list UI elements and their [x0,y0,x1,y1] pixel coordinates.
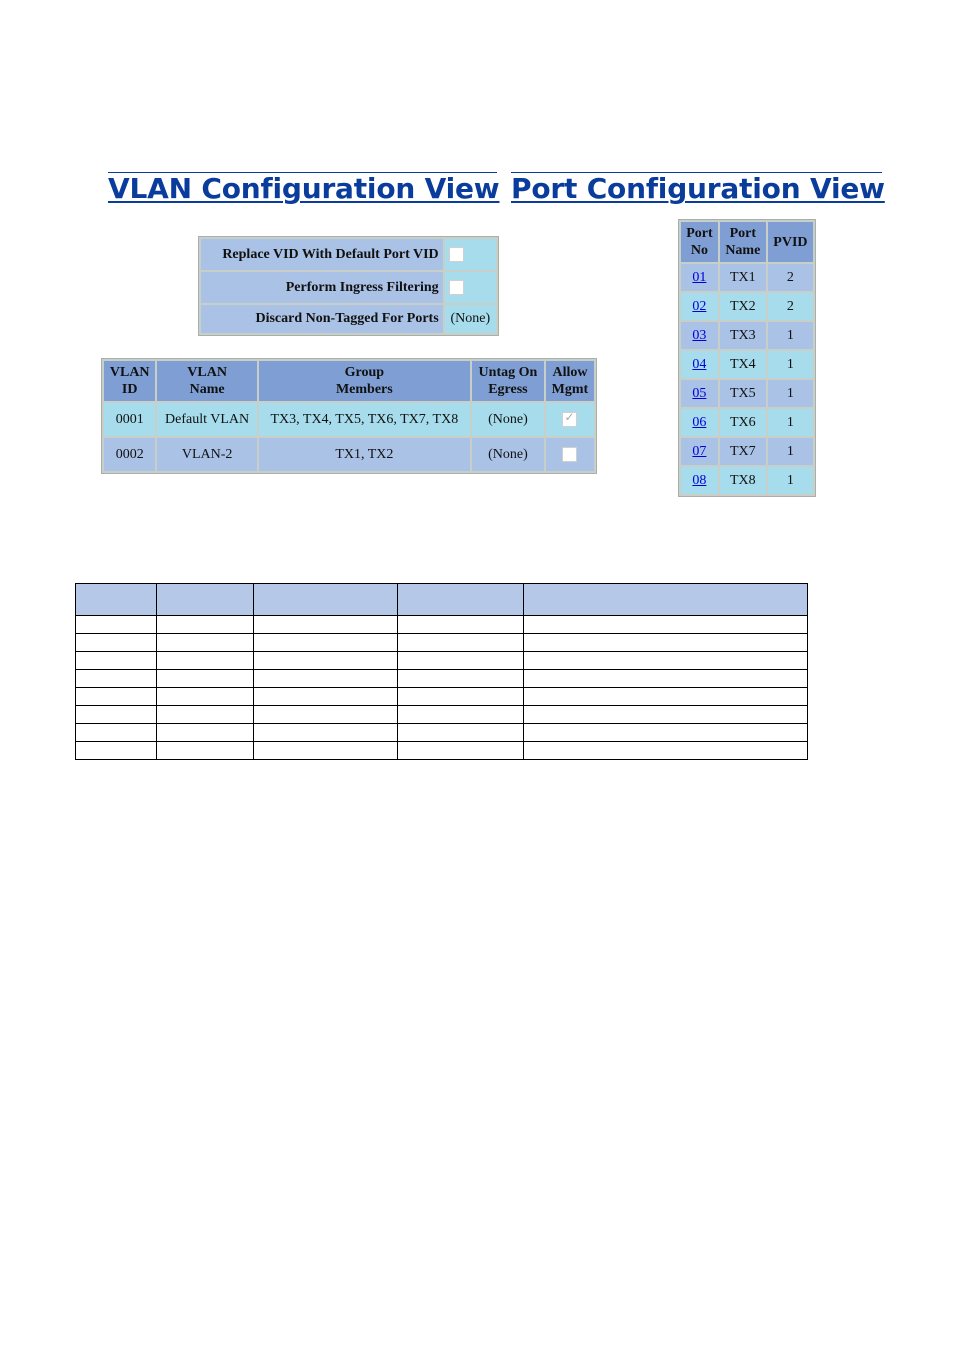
blank-cell [76,724,157,742]
port-pvid-cell: 1 [768,322,813,349]
blank-cell [398,616,524,634]
vlan-header-cell-line: ID [121,382,138,397]
blank-cell [157,742,253,760]
blank-cell [253,652,398,670]
port-no-cell [681,293,718,320]
port-no-link[interactable]: 06 [692,414,707,430]
port-row [681,438,813,465]
blank-cell [157,688,253,706]
port-row [681,322,813,349]
blank-cell [157,634,253,652]
port-no-link[interactable]: 04 [692,356,707,372]
port-pvid-cell: 1 [768,438,813,465]
blank-cell [253,634,398,652]
blank-row [76,688,808,706]
vlan-row [104,403,594,436]
port-no-link[interactable]: 02 [692,298,707,314]
vlan-header-cell-line: VLAN [109,365,150,380]
blank-row [76,706,808,724]
option-row [201,239,496,270]
port-no-link[interactable]: 01 [692,269,707,285]
blank-row [76,616,808,634]
blank-cell [524,670,808,688]
vlan-header-cell-line: Mgmt [551,382,589,397]
vlan-name-cell: Default VLAN [157,403,256,436]
vlan-header-cell [546,361,594,401]
blank-cell [253,706,398,724]
vlan-header-cell-line: Members [335,382,393,397]
port-header-cell-line: Port [686,226,713,241]
vlan-configuration-view-title: VLAN Configuration View [108,172,500,205]
blank-cell [76,742,157,760]
blank-row [76,724,808,742]
vlan-header-cell [157,361,256,401]
port-configuration-view-title: Port Configuration View [511,172,885,205]
option-label: Replace VID With Default Port VID [201,239,443,270]
blank-cell [157,616,253,634]
blank-cell [524,724,808,742]
option-row [201,305,496,333]
blank-cell [253,742,398,760]
port-no-cell [681,264,718,291]
blank-cell [76,616,157,634]
blank-cell [157,652,253,670]
allow-mgmt-checkbox[interactable] [562,412,577,427]
blank-cell [157,706,253,724]
vlan-header-cell [472,361,544,401]
option-checkbox[interactable] [449,247,464,262]
blank-row [76,634,808,652]
port-name-cell: TX2 [720,293,766,320]
vlan-header-cell-line: Egress [488,382,528,397]
vlan-header-cell-line: Group [344,365,385,380]
vlan-id-cell: 0001 [104,403,155,436]
vlan-members-cell: TX1, TX2 [259,438,470,471]
vlan-untag-cell: (None) [472,403,544,436]
port-no-cell [681,380,718,407]
port-pvid-cell: 1 [768,467,813,494]
blank-cell [76,706,157,724]
port-header-cell-line: No [690,243,708,258]
blank-cell [76,652,157,670]
port-pvid-cell: 1 [768,380,813,407]
blank-cell [398,688,524,706]
port-no-link[interactable]: 03 [692,327,707,343]
port-row [681,467,813,494]
blank-header-cell [398,584,524,616]
blank-cell [398,634,524,652]
port-header-cell-line: PVID [773,234,808,250]
option-row [201,272,496,303]
port-pvid-cell: 2 [768,293,813,320]
port-row [681,409,813,436]
vlan-row [104,438,594,471]
option-value [445,239,496,270]
option-value [445,305,496,333]
blank-cell [524,742,808,760]
port-header-cell [720,222,766,262]
port-pvid-cell: 2 [768,264,813,291]
blank-cell [253,688,398,706]
port-name-cell: TX3 [720,322,766,349]
blank-row [76,742,808,760]
port-name-cell: TX4 [720,351,766,378]
vlan-header-cell [104,361,155,401]
port-name-cell: TX5 [720,380,766,407]
blank-cell [157,670,253,688]
vlan-name-cell: VLAN-2 [157,438,256,471]
port-table [678,219,816,497]
option-label: Discard Non-Tagged For Ports [201,305,443,333]
port-row [681,293,813,320]
vlan-allow-mgmt-cell [546,403,594,436]
blank-cell [76,670,157,688]
blank-cell [76,688,157,706]
port-name-cell: TX8 [720,467,766,494]
blank-cell [524,652,808,670]
blank-grid-table [75,583,808,760]
vlan-options-table [198,236,499,336]
port-name-cell: TX7 [720,438,766,465]
blank-cell [398,742,524,760]
port-header-cell [681,222,718,262]
port-header-cell-line: Port [729,226,757,241]
port-no-link[interactable]: 05 [692,385,707,401]
port-name-cell: TX1 [720,264,766,291]
port-header-cell [768,222,813,262]
port-row [681,264,813,291]
blank-header-cell [157,584,253,616]
blank-cell [524,616,808,634]
blank-cell [253,616,398,634]
vlan-table [101,358,597,474]
blank-cell [398,724,524,742]
port-header-cell-line: Name [725,243,761,258]
option-value-text: (None) [450,311,491,326]
vlan-id-cell: 0002 [104,438,155,471]
vlan-untag-cell: (None) [472,438,544,471]
vlan-header-cell-line: VLAN [187,365,227,380]
blank-header-cell [76,584,157,616]
port-no-cell [681,438,718,465]
blank-cell [398,652,524,670]
blank-cell [398,670,524,688]
blank-cell [524,706,808,724]
vlan-header-cell-line: Untag On [478,365,538,380]
blank-cell [524,688,808,706]
blank-cell [253,724,398,742]
option-checkbox[interactable] [449,280,464,295]
port-row [681,351,813,378]
port-no-link[interactable]: 07 [692,443,707,459]
port-pvid-cell: 1 [768,409,813,436]
port-row [681,380,813,407]
vlan-allow-mgmt-cell [546,438,594,471]
port-name-cell: TX6 [720,409,766,436]
blank-row [76,652,808,670]
vlan-members-cell: TX3, TX4, TX5, TX6, TX7, TX8 [259,403,470,436]
blank-cell [157,724,253,742]
port-no-cell [681,409,718,436]
blank-header-cell [253,584,398,616]
port-no-link[interactable]: 08 [692,472,707,488]
blank-header-cell [524,584,808,616]
vlan-header-cell-line: Name [189,382,225,397]
vlan-header-cell-line: Allow [552,365,588,380]
blank-cell [253,670,398,688]
port-no-cell [681,351,718,378]
port-no-cell [681,467,718,494]
option-value [445,272,496,303]
blank-cell [398,706,524,724]
option-label: Perform Ingress Filtering [201,272,443,303]
vlan-header-cell [259,361,470,401]
blank-cell [76,634,157,652]
port-pvid-cell: 1 [768,351,813,378]
blank-cell [524,634,808,652]
allow-mgmt-checkbox[interactable] [562,447,577,462]
port-no-cell [681,322,718,349]
blank-row [76,670,808,688]
